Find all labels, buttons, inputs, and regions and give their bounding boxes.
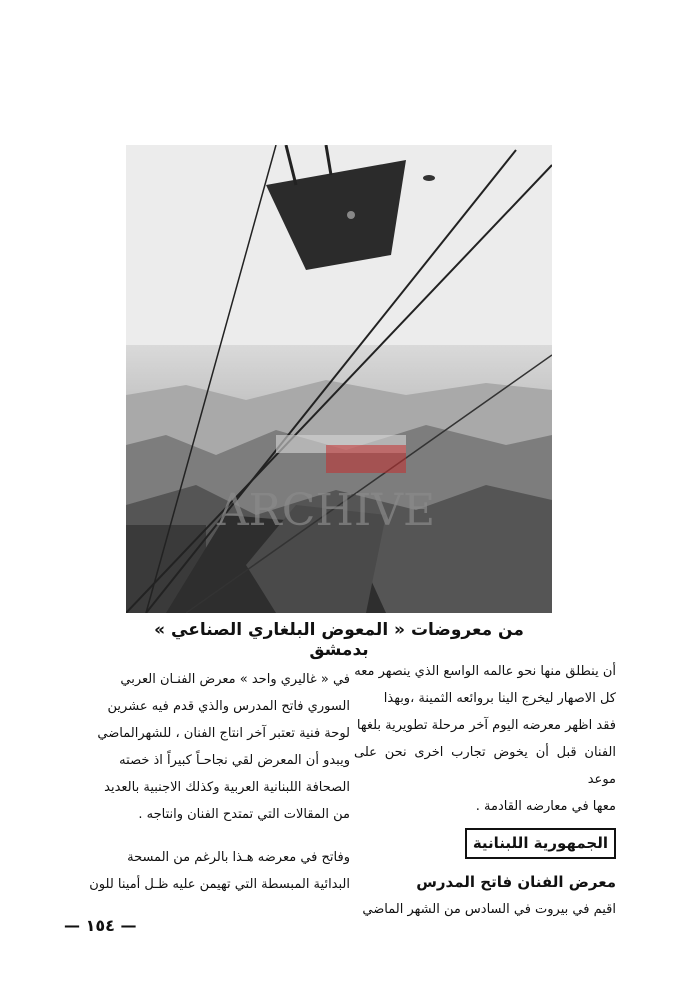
text-line: اقيم في بيروت في السادس من الشهر الماضي xyxy=(362,902,616,917)
text-line: أن ينطلق منها نحو عالمه الواسع الذي ينصهر معه xyxy=(354,664,616,679)
left-column xyxy=(62,666,350,898)
page-number: — ١٥٤ — xyxy=(64,916,137,935)
text-line: كل الاصهار ليخرج الينا بروائعه الثمينة ،وبهذا xyxy=(383,691,616,706)
text-line: من المقالات التي تمتدح الفنان وانتاجه . xyxy=(138,807,350,822)
text-line: معها في معارضه القادمة . xyxy=(475,799,616,814)
article-subheading: معرض الفنان فاتح المدرس xyxy=(416,873,616,891)
text-line: الصحافة اللبنانية العربية وكذلك الاجنبية بالعديد xyxy=(104,780,350,795)
cable-car-photo xyxy=(126,145,552,613)
section-heading: الجمهورية اللبنانية xyxy=(465,828,616,859)
text-line: الفنان قبل أن يخوض تجارب اخرى نحن على موعد xyxy=(354,745,616,787)
text-line: السوري فاتح المدرس والذي قدم فيه عشرين xyxy=(107,699,350,714)
photo-caption: من معروضات « المعوض البلغاري الصناعي » بدمشق xyxy=(154,620,524,660)
svg-text:ARCHIVE: ARCHIVE xyxy=(216,485,436,536)
text-line: البدائية المبسطة التي تهيمن عليه ظـل أمينا للون xyxy=(89,877,350,892)
text-line: فقد اظهر معرضه اليوم آخر مرحلة تطويرية بلغها xyxy=(356,718,616,733)
right-column xyxy=(354,658,616,923)
text-line: في « غاليري واحد » معرض الفنـان العربي xyxy=(120,672,350,687)
text-line: وفاتح في معرضه هـذا بالرغم من المسحة xyxy=(127,850,350,865)
text-line: ويبدو أن المعرض لقي نجاحـاً كبيراً اذ خصته xyxy=(119,753,350,768)
text-line: لوحة فنية تعتبر آخر انتاج الفنان ، للشهرالماضي xyxy=(97,726,350,741)
